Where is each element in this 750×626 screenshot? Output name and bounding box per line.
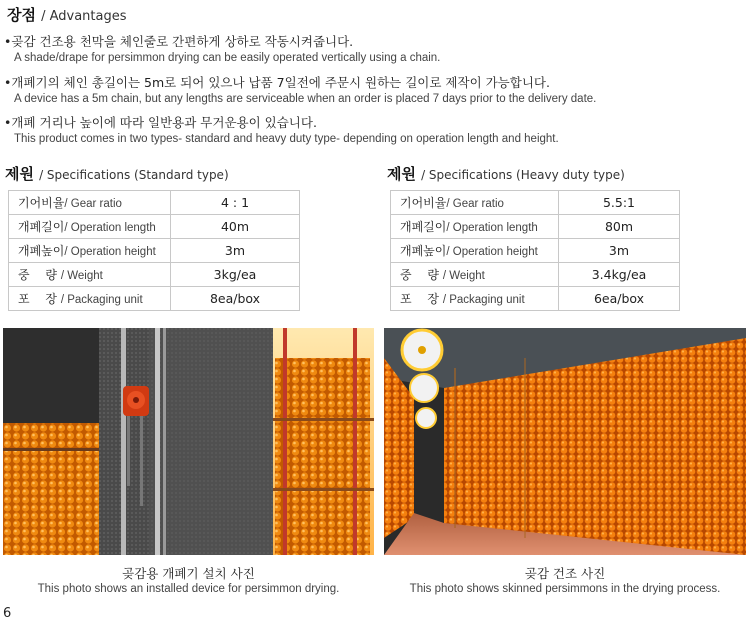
- advantages-title-ko: 장점: [7, 6, 36, 24]
- spec-heavy-heading: [387, 163, 625, 184]
- spec-value: 3kg/ea: [171, 263, 300, 287]
- spec-heavy-title-en: / Specifications (Heavy duty type): [421, 168, 625, 182]
- spec-label: 기어비율/ Gear ratio: [391, 191, 559, 215]
- spec-label: 개폐길이/ Operation length: [391, 215, 559, 239]
- table-row: [391, 215, 680, 239]
- spec-value: 8ea/box: [171, 287, 300, 311]
- right-photo-caption-ko: 곶감 건조 사진: [524, 566, 606, 581]
- advantage-1-ko: •곶감 건조용 천막을 체인줄로 간편하게 상하로 작동시켜줍니다.: [4, 34, 354, 49]
- spec-label: 포 장 / Packaging unit: [9, 287, 171, 311]
- spec-heavy-title-ko: 제원: [387, 165, 416, 183]
- spec-value: 3m: [559, 239, 680, 263]
- advantage-2-ko: •개폐기의 체인 총길이는 5m로 되어 있으나 납품 7일전에 주문시 원하는 길이로 제작이 가능합니다.: [4, 75, 550, 90]
- drying-persimmons-photo: [384, 328, 746, 555]
- spec-standard-table: [8, 190, 300, 311]
- advantages-heading: [7, 4, 127, 25]
- spec-label: 중 량 / Weight: [391, 263, 559, 287]
- spec-label: 개폐높이/ Operation height: [9, 239, 171, 263]
- spec-value: 5.5:1: [559, 191, 680, 215]
- table-row: [9, 215, 300, 239]
- advantage-2-en: A device has a 5m chain, but any lengths are serviceable when an order is placed 7 days prior to the delivery date.: [14, 93, 597, 105]
- spec-label: 포 장 / Packaging unit: [391, 287, 559, 311]
- spec-label: 개폐길이/ Operation length: [9, 215, 171, 239]
- table-row: [391, 263, 680, 287]
- right-photo-caption-en: This photo shows skinned persimmons in the drying process.: [409, 583, 721, 595]
- advantages-title-en: / Advantages: [41, 9, 127, 24]
- spec-value: 4 : 1: [171, 191, 300, 215]
- spec-value: 40m: [171, 215, 300, 239]
- table-row: [9, 239, 300, 263]
- page-number: 6: [3, 606, 12, 621]
- table-row: [9, 287, 300, 311]
- table-row: [9, 263, 300, 287]
- spec-standard-heading: [5, 163, 229, 184]
- spec-standard-title-en: / Specifications (Standard type): [39, 168, 229, 182]
- left-photo-caption-en: This photo shows an installed device for persimmon drying.: [37, 583, 340, 595]
- left-photo-caption-ko: 곶감용 개폐기 설치 사진: [122, 566, 255, 581]
- table-row: [391, 287, 680, 311]
- installed-device-photo: [3, 328, 374, 555]
- table-row: [391, 191, 680, 215]
- spec-value: 6ea/box: [559, 287, 680, 311]
- table-row: [391, 239, 680, 263]
- spec-value: 3.4kg/ea: [559, 263, 680, 287]
- spec-label: 중 량 / Weight: [9, 263, 171, 287]
- spec-standard-title-ko: 제원: [5, 165, 34, 183]
- advantage-3-en: This product comes in two types- standard and heavy duty type- depending on operation length and height.: [14, 133, 559, 145]
- advantage-1-en: A shade/drape for persimmon drying can be easily operated vertically using a chain.: [14, 52, 441, 64]
- spec-value: 3m: [171, 239, 300, 263]
- spec-label: 개폐높이/ Operation height: [391, 239, 559, 263]
- spec-label: 기어비율/ Gear ratio: [9, 191, 171, 215]
- advantage-3-ko: •개폐 거리나 높이에 따라 일반용과 무거운용이 있습니다.: [4, 115, 317, 130]
- table-row: [9, 191, 300, 215]
- spec-value: 80m: [559, 215, 680, 239]
- spec-heavy-table: [390, 190, 680, 311]
